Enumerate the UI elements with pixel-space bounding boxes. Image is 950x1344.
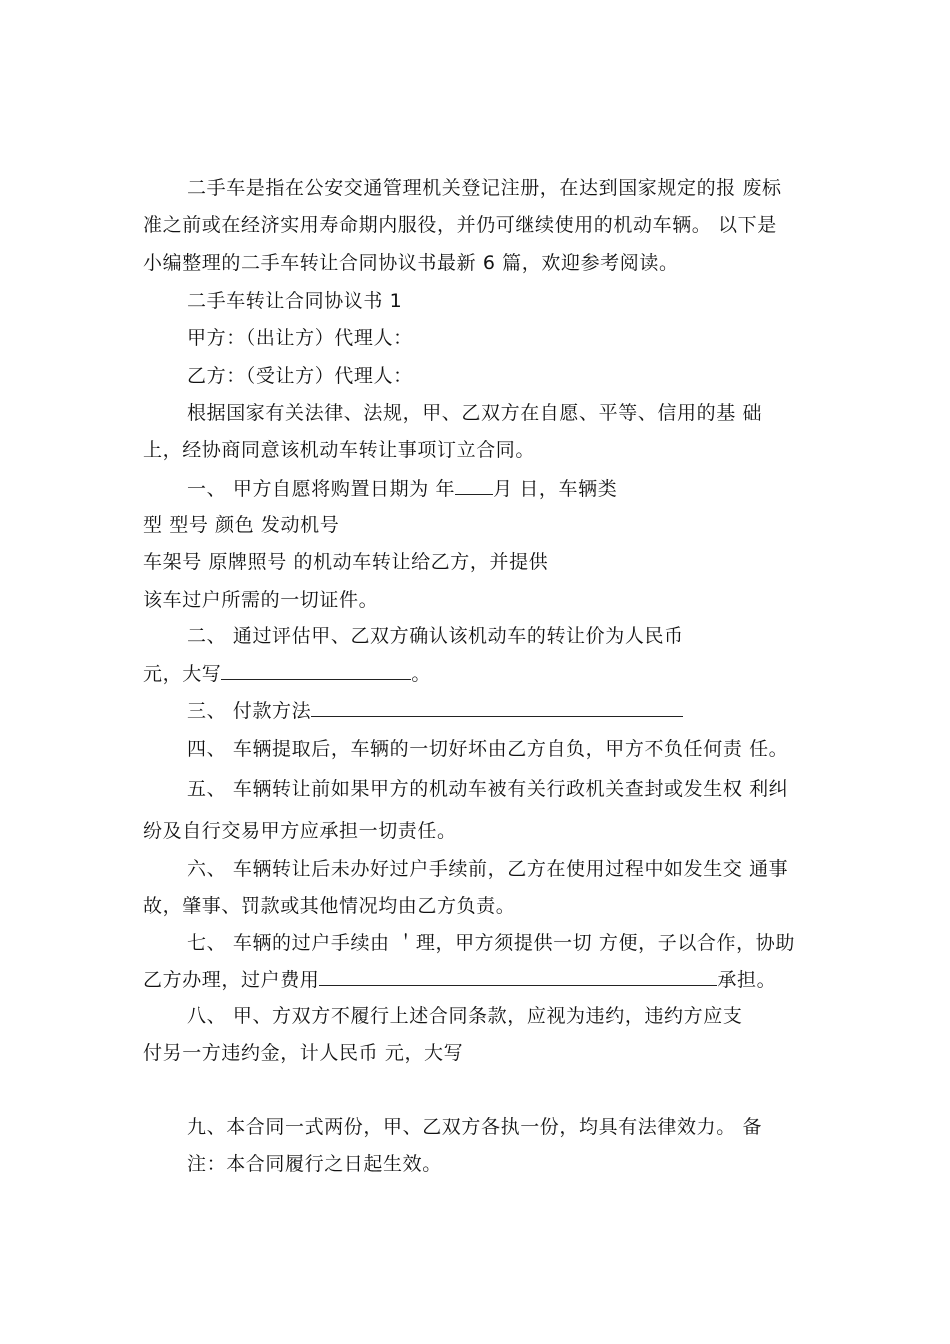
clause-8-line-2: 付另一方违约金，计人民币 元，大写 bbox=[143, 1042, 464, 1064]
clause-1-line-1 bbox=[187, 476, 617, 501]
party-a-line: 甲方：（出让方）代理人： bbox=[187, 327, 413, 349]
intro-line-1: 二手车是指在公安交通管理机关登记注册，在达到国家规定的报 废标 bbox=[187, 177, 782, 199]
intro-line-3: 小编整理的二手车转让合同协议书最新 6 篇，欢迎参考阅读。 bbox=[143, 252, 679, 274]
clause-1-line-2: 型 型号 颜色 发动机号 bbox=[143, 514, 340, 536]
preamble-line-2: 上，经协商同意该机动车转让事项订立合同。 bbox=[143, 439, 536, 461]
clause-2-text-b: 。 bbox=[411, 663, 432, 685]
clause-2-text-a: 元，大写 bbox=[143, 663, 222, 685]
clause-8-line-1: 八、 甲、方双方不履行上述合同条款，应视为违约，违约方应支 bbox=[187, 1005, 743, 1027]
clause-1-text-a: 一、 甲方自愿将购置日期为 年 bbox=[187, 478, 456, 500]
clause-1-line-3: 车架号 原牌照号 的机动车转让给乙方，并提供 bbox=[143, 551, 549, 573]
clause-7-line-1: 七、 车辆的过户手续由 ＇理，甲方须提供一切 方便，子以合作，协助 bbox=[187, 932, 795, 954]
clause-4-line: 四、 车辆提取后，车辆的一切好坏由乙方自负，甲方不负任何责 任。 bbox=[187, 738, 789, 760]
clause-6-line-2: 故，肇事、罚款或其他情况均由乙方负责。 bbox=[143, 895, 516, 917]
clause-3-line bbox=[187, 698, 683, 723]
clause-2-line-1: 二、 通过评估甲、乙双方确认该机动车的转让价为人民币 bbox=[187, 625, 684, 647]
clause-7-text-b: 承担。 bbox=[717, 969, 777, 991]
clause-7-text-a: 乙方办理，过户费用 bbox=[143, 969, 320, 991]
payment-method-blank bbox=[311, 698, 683, 717]
clause-9-line-2: 注：本合同履行之日起生效。 bbox=[187, 1153, 442, 1175]
intro-line-2: 准之前或在经济实用寿命期内服役，并仍可继续使用的机动车辆。 以下是 bbox=[143, 214, 777, 236]
clause-3-label: 三、 付款方法 bbox=[187, 700, 312, 722]
clause-9-line-1: 九、本合同一式两份，甲、乙双方各执一份，均具有法律效力。 备 bbox=[187, 1116, 763, 1138]
transfer-fee-blank bbox=[319, 967, 717, 986]
clause-5-line-1: 五、 车辆转让前如果甲方的机动车被有关行政机关查封或发生权 利纠 bbox=[187, 778, 789, 800]
clause-1-line-4: 该车过户所需的一切证件。 bbox=[143, 589, 379, 611]
month-blank bbox=[455, 476, 493, 495]
preamble-line-1: 根据国家有关法律、法规，甲、乙双方在自愿、平等、信用的基 础 bbox=[187, 402, 763, 424]
clause-1-text-b: 月 日，车辆类 bbox=[493, 478, 618, 500]
party-b-line: 乙方：（受让方）代理人： bbox=[187, 365, 413, 387]
clause-5-line-2: 纷及自行交易甲方应承担一切责任。 bbox=[143, 820, 457, 842]
contract-heading: 二手车转让合同协议书 1 bbox=[187, 290, 403, 312]
clause-7-line-2 bbox=[143, 967, 776, 992]
price-words-blank bbox=[221, 661, 411, 680]
clause-2-line-2 bbox=[143, 661, 431, 686]
clause-6-line-1: 六、 车辆转让后未办好过户手续前，乙方在使用过程中如发生交 通事 bbox=[187, 858, 789, 880]
